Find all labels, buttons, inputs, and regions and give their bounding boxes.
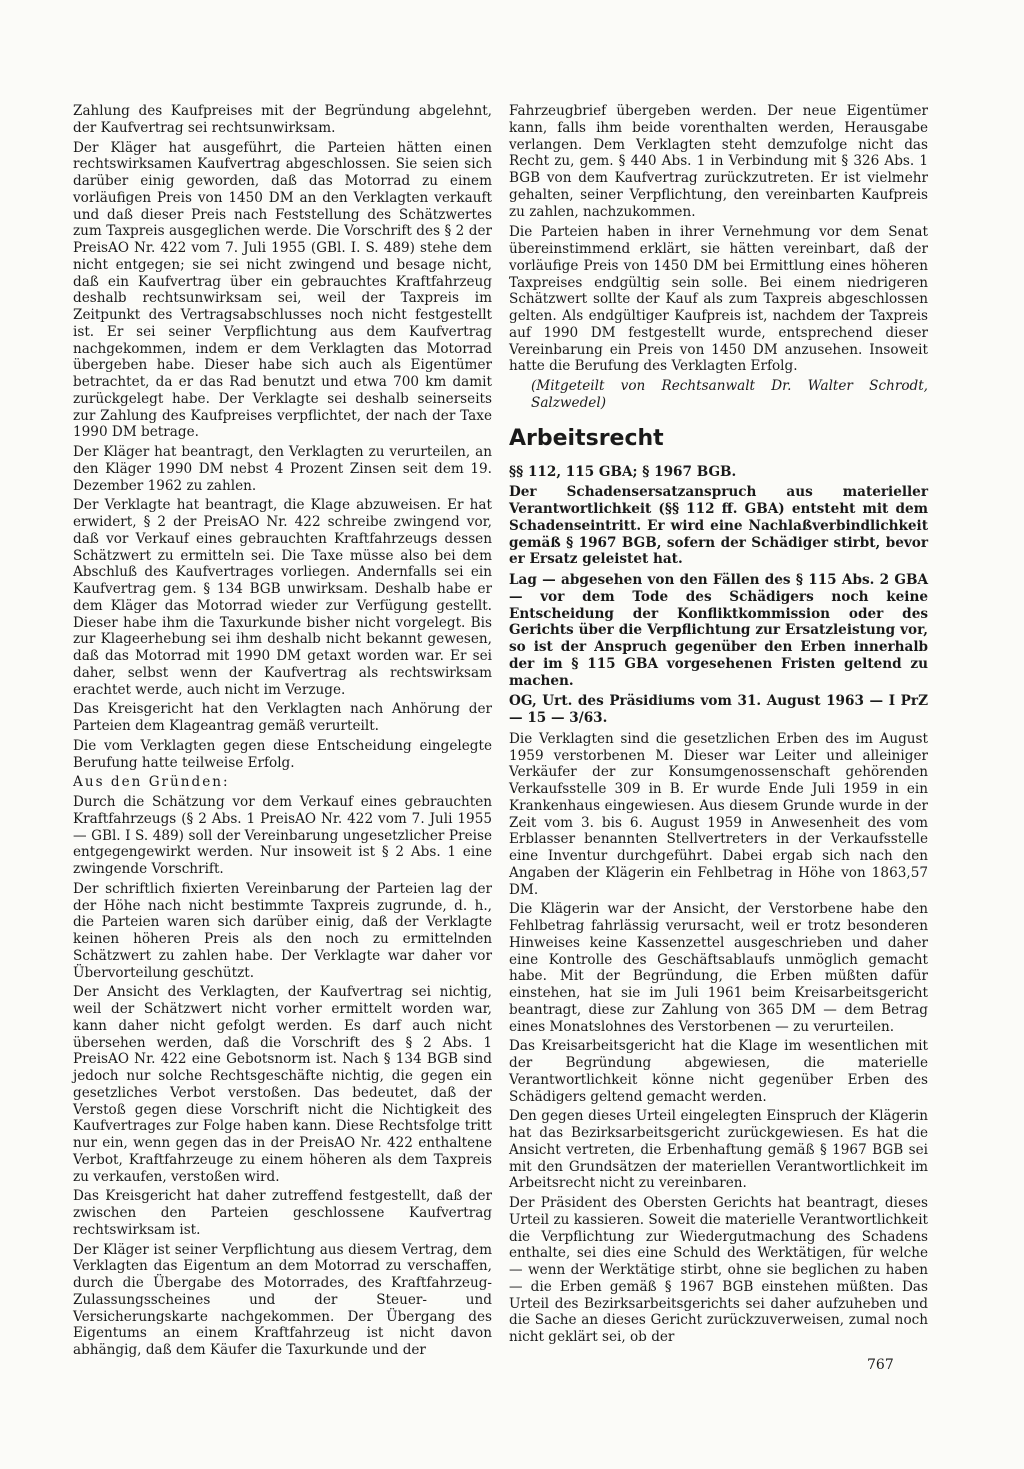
page-number: 767 <box>867 1357 894 1373</box>
paragraph: Die Verklagten sind die gesetzlichen Erben des im August 1959 verstorbenen M. Dieser war Leiter und alleiniger Verkäufer der zur Konsumgenossenschaft gehörenden Verkaufsstelle 309 in B. Er wurde Ende Juli 1959 in ein Krankenhaus eingewiesen. Aus diesem Grunde wurde in der Zeit vom 3. bis 6. August 1959 in Anwesenheit des vom Erblasser benannten Stellvertreters in der Verkaufsstelle eine Inventur durchgeführt. Dabei ergab sich nach den Angaben der Klägerin ein Fehlbetrag in Höhe von 1863,57 DM. <box>509 730 928 898</box>
paragraph: Den gegen dieses Urteil eingelegten Einspruch der Klägerin hat das Bezirksarbeitsgericht zurückgewiesen. Es hat die Ansicht vertreten, die Erbenhaftung gemäß § 1967 BGB sei mit den Grundsätzen der materiellen Verantwortlichkeit im Arbeitsrecht nicht zu vereinbaren. <box>509 1108 928 1192</box>
paragraph: Der Kläger hat ausgeführt, die Parteien hätten einen rechtswirksamen Kaufvertrag abgeschlossen. Sie seien sich darüber einig geworden, daß das Motorrad zu einem vorläufigen Preis von 1450 DM an den Verklagten verkauft und daß dieser Preis nach Feststellung des Schätzwertes zum Taxpreis ausgeglichen werde. Die Vorschrift des § 2 der PreisAO Nr. 422 vom 7. Juli 1955 (GBl. I. S. 489) stehe dem nicht entgegen; sie sei nicht zwingend und besage nicht, daß ein Kaufvertrag über ein gebrauchtes Kraftfahrzeug deshalb rechtsunwirksam sei, weil der Taxpreis im Zeitpunkt des Vertragsabschlusses noch nicht festgestellt ist. Er sei seiner Verpflichtung aus dem Kaufvertrag nachgekommen, indem er dem Verklagten das Motorrad übergeben habe. Dieser habe sich auch als Eigentümer betrachtet, da er das Rad benutzt und etwa 700 km damit zurückgelegt habe. Der Verklagte sei deshalb seinerseits zur Zahlung des Kaufpreises verpflichtet, der nach der Taxe 1990 DM betrage. <box>73 139 492 441</box>
headnote: Der Schadensersatzanspruch aus materieller Verantwortlichkeit (§§ 112 ff. GBA) entsteht mit dem Schadenseintritt. Er wird eine Nachlaßverbindlichkeit gemäß § 1967 BGB, sofern der Schädiger stirbt, bevor er Ersatz geleistet hat. <box>509 484 928 568</box>
case-citation: OG, Urt. des Präsidiums vom 31. August 1963 — I PrZ — 15 — 3/63. <box>509 693 928 726</box>
paragraph: Der Kläger ist seiner Verpflichtung aus diesem Vertrag, dem Verklagten das Eigentum an dem Motorrad zu verschaffen, durch die Übergabe des Motorrades, des Kraftfahrzeug-Zulassungsscheines und der Steuer- und Versicherungskarte nachgekommen. Der Übergang des Eigentums an einem Kraftfahrzeug ist nicht davon abhängig, daß dem Käufer die Taxurkunde und der <box>73 1241 492 1358</box>
section-heading: Arbeitsrecht <box>509 425 664 451</box>
paragraph: Der Verklagte hat beantragt, die Klage abzuweisen. Er hat erwidert, § 2 der PreisAO Nr. 422 schreibe zwingend vor, daß vor Verkauf eines gebrauchten Kraftfahrzeugs dessen Schätzwert zu ermitteln sei. Die Taxe müsse also bei dem Abschluß des Kaufvertrages vorliegen. Andernfalls sei ein Kaufvertrag gem. § 134 BGB unwirksam. Deshalb habe er dem Kläger das Motorrad wieder zur Verfügung gestellt. Dieser habe ihm die Taxurkunde bisher nicht vorgelegt. Bis zur Klageerhebung sei ihm deshalb nicht bekannt gewesen, daß das Motorrad mit 1990 DM getaxt worden war. Er sei daher, selbst wenn der Kaufvertrag als rechtswirksam erachtet werde, auch nicht im Verzuge. <box>73 497 492 698</box>
paragraph: Die Parteien haben in ihrer Vernehmung vor dem Senat übereinstimmend erklärt, sie hätten vereinbart, daß der vorläufige Preis von 1450 DM bei Ermittlung eines höheren Taxpreises endgültig sein solle. Bei einem niedrigeren Schätzwert sollte der Kauf als zum Taxpreis abgeschlossen gelten. Als endgültiger Kaufpreis ist, nachdem der Taxpreis auf 1990 DM festgestellt wurde, entsprechend dieser Vereinbarung ein Preis von 1450 DM anzusehen. Insoweit hatte die Berufung des Verklagten Erfolg. <box>509 224 928 375</box>
paragraph: Fahrzeugbrief übergeben werden. Der neue Eigentümer kann, falls ihm beide vorenthalten werden, Herausgabe verlangen. Dem Verklagten steht demzufolge nicht das Recht zu, gem. § 440 Abs. 1 in Verbindung mit § 326 Abs. 1 BGB von dem Kaufvertrag zurückzutreten. Er ist vielmehr gehalten, seiner Verpflichtung, den vereinbarten Kaufpreis zu zahlen, nachzukommen. <box>509 103 928 220</box>
reasons-heading: Aus den Gründen: <box>73 774 230 791</box>
paragraph: Zahlung des Kaufpreises mit der Begründung abgelehnt, der Kaufvertrag sei rechtsunwirksam. <box>73 103 492 136</box>
headnote: Lag — abgesehen von den Fällen des § 115 Abs. 2 GBA — vor dem Tode des Schädigers noch keine Entscheidung der Konfliktkommission oder des Gerichts über die Verpflichtung zur Ersatzleistung vor, so ist der Anspruch gegenüber den Erben innerhalb der im § 115 GBA vorgesehenen Fristen geltend zu machen. <box>509 572 928 689</box>
attribution: (Mitgeteilt von Rechtsanwalt Dr. Walter Schrodt, Salzwedel) <box>531 378 928 411</box>
paragraph: Das Kreisgericht hat den Verklagten nach Anhörung der Parteien dem Klageantrag gemäß verurteilt. <box>73 701 492 734</box>
paragraph: Der schriftlich fixierten Vereinbarung der Parteien lag der der Höhe nach nicht bestimmte Taxpreis zugrunde, d. h., die Parteien waren sich darüber einig, daß der Verklagte keinen höheren Preis als den noch zu ermittelnden Schätzwert zu zahlen habe. Der Verklagte war daher vor Übervorteilung geschützt. <box>73 880 492 981</box>
paragraph: Die Klägerin war der Ansicht, der Verstorbene habe den Fehlbetrag fahrlässig verursacht, weil er trotz besonderen Hinweises keine Kassenzettel ausgeschrieben und daher eine Kontrolle des Geschäftsablaufs unmöglich gemacht habe. Mit der Begründung, die Erben müßten dafür einstehen, hat sie im Juli 1961 beim Kreisarbeitsgericht beantragt, diese zur Zahlung von 365 DM — dem Betrag eines Monatslohnes des Verstorbenen — zu verurteilen. <box>509 901 928 1035</box>
paragraph: Durch die Schätzung vor dem Verkauf eines gebrauchten Kraftfahrzeugs (§ 2 Abs. 1 PreisAO Nr. 422 vom 7. Juli 1955 — GBl. I S. 489) soll der Vereinbarung ungesetzlicher Preise entgegengewirkt werden. Nur insoweit ist § 2 Abs. 1 eine zwingende Vorschrift. <box>73 794 492 877</box>
paragraph: Der Präsident des Obersten Gerichts hat beantragt, dieses Urteil zu kassieren. Soweit die materielle Verantwortlichkeit die Verpflichtung zur Wiedergutmachung des Schadens enthalte, sei dies eine Schuld des Werktätigen, für welche — wenn der Werktätige stirbt, ohne sie beglichen zu haben — die Erben gemäß § 1967 BGB einstehen müßten. Das Urteil des Bezirksarbeitsgerichts sei daher aufzuheben und die Sache an dieses Gericht zurückzuverweisen, zumal noch nicht geklärt sei, ob der <box>509 1195 928 1345</box>
left-column <box>73 103 492 1362</box>
statute-reference: §§ 112, 115 GBA; § 1967 BGB. <box>509 463 737 480</box>
paragraph: Das Kreisarbeitsgericht hat die Klage im wesentlichen mit der Begründung abgewiesen, die materielle Verantwortlichkeit könne nicht gegenüber Erben des Schädigers geltend gemacht werden. <box>509 1038 928 1105</box>
paragraph: Der Kläger hat beantragt, den Verklagten zu verurteilen, an den Kläger 1990 DM nebst 4 Prozent Zinsen seit dem 19. Dezember 1962 zu zahlen. <box>73 444 492 494</box>
right-column <box>509 103 928 1349</box>
paragraph: Das Kreisgericht hat daher zutreffend festgestellt, daß der zwischen den Parteien geschlossene Kaufvertrag rechtswirksam ist. <box>73 1188 492 1238</box>
paragraph: Die vom Verklagten gegen diese Entscheidung eingelegte Berufung hatte teilweise Erfolg. <box>73 737 492 771</box>
paragraph: Der Ansicht des Verklagten, der Kaufvertrag sei nichtig, weil der Schätzwert nicht vorher ermittelt worden war, kann daher nicht gefolgt werden. Es darf auch nicht übersehen werden, daß die Vorschrift des § 2 Abs. 1 PreisAO Nr. 422 eine Gebotsnorm ist. Nach § 134 BGB sind jedoch nur solche Rechtsgeschäfte nichtig, die gegen ein gesetzliches Verbot verstoßen. Das bedeutet, daß der Verstoß gegen diese Vorschrift nicht die Nichtigkeit des Kaufvertrages zur Folge haben kann. Diese Rechtsfolge tritt nur ein, wenn gegen das in der PreisAO Nr. 422 enthaltene Verbot, Kraftfahrzeuge zu einem höheren als dem Taxpreis zu verkaufen, verstoßen wird. <box>73 984 492 1185</box>
